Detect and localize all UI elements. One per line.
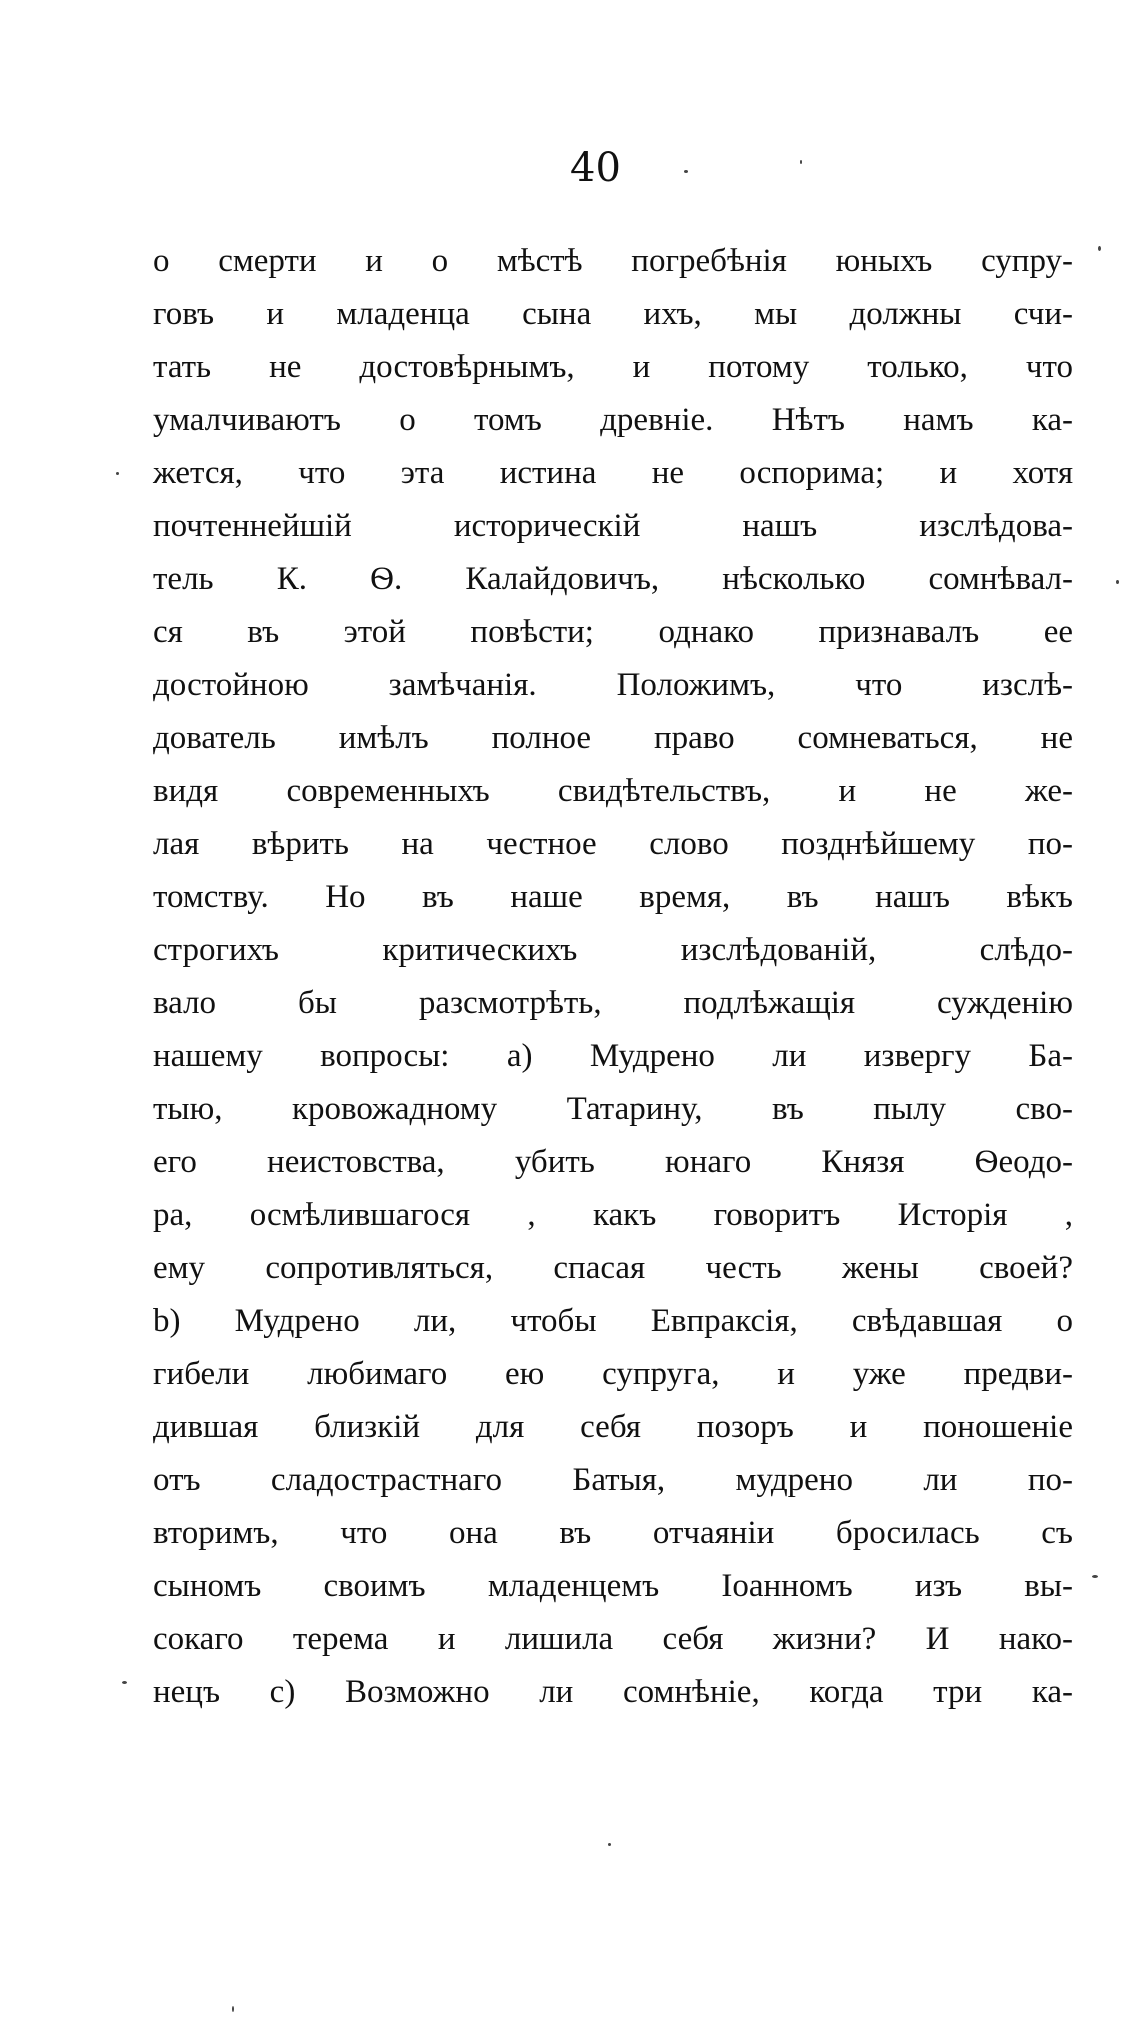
- text-line: нашему вопросы: a) Мудрено ли извергу Ба-: [153, 1038, 1073, 1074]
- text-line: гибели любимаго ею супруга, и уже предви-: [153, 1356, 1073, 1392]
- scan-speck: [1098, 246, 1101, 251]
- text-line: b) Мудрено ли, чтобы Евпраксія, свѣдавшая о: [153, 1303, 1073, 1339]
- body-text: [153, 235, 1073, 1719]
- scan-speck: [116, 472, 119, 475]
- text-line: достойною замѣчанія. Положимъ, что изслѣ-: [153, 667, 1073, 703]
- text-line: сокаго терема и лишила себя жизни? И нако-: [153, 1621, 1073, 1657]
- text-line: его неистовства, убить юнаго Князя Ѳеодо-: [153, 1144, 1073, 1180]
- text-line: строгихъ критическихъ изслѣдованій, слѣдо-: [153, 932, 1073, 968]
- text-line: умалчиваютъ о томъ древніе. Нѣтъ намъ ка-: [153, 402, 1073, 438]
- text-line: говъ и младенца сына ихъ, мы должны счи-: [153, 296, 1073, 332]
- text-line: лая вѣрить на честное слово позднѣйшему по-: [153, 826, 1073, 862]
- scan-speck: [122, 1681, 127, 1684]
- text-line: жется, что эта истина не оспорима; и хотя: [153, 455, 1073, 491]
- scan-speck: [232, 2006, 234, 2012]
- text-line: отъ сладострастнаго Батыя, мудрено ли по-: [153, 1462, 1073, 1498]
- text-line: видя современныхъ свидѣтельствъ, и не же-: [153, 773, 1073, 809]
- text-line: нецъ c) Возможно ли сомнѣніе, когда три ка-: [153, 1674, 1073, 1710]
- scan-speck: [800, 160, 802, 164]
- text-line: тать не достовѣрнымъ, и потому только, что: [153, 349, 1073, 385]
- text-line: томству. Но въ наше время, въ нашъ вѣкъ: [153, 879, 1073, 915]
- text-line: вало бы разсмотрѣть, подлѣжащія сужденію: [153, 985, 1073, 1021]
- text-line: о смерти и о мѣстѣ погребѣнія юныхъ супру-: [153, 243, 1073, 279]
- scan-speck: [1116, 580, 1119, 584]
- page-number: 40: [570, 145, 621, 191]
- text-line: вторимъ, что она въ отчаяніи бросилась съ: [153, 1515, 1073, 1551]
- scan-speck: [684, 170, 688, 173]
- text-line: ему сопротивляться, спасая честь жены своей?: [153, 1250, 1073, 1286]
- scan-speck: [1092, 1575, 1098, 1578]
- text-line: почтеннейшій историческій нашъ изслѣдова-: [153, 508, 1073, 544]
- text-line: дователь имѣлъ полное право сомневаться, не: [153, 720, 1073, 756]
- text-line: тыю, кровожадному Татарину, въ пылу сво-: [153, 1091, 1073, 1127]
- text-line: ра, осмѣлившагося , какъ говоритъ Исторія ,: [153, 1197, 1073, 1233]
- text-line: ся въ этой повѣсти; однако признавалъ ее: [153, 614, 1073, 650]
- scan-speck: [608, 1843, 611, 1846]
- text-line: сыномъ своимъ младенцемъ Іоанномъ изъ вы-: [153, 1568, 1073, 1604]
- text-line: дившая близкій для себя позоръ и поношеніе: [153, 1409, 1073, 1445]
- text-line: тель К. Ѳ. Калайдовичъ, нѣсколько сомнѣвал-: [153, 561, 1073, 597]
